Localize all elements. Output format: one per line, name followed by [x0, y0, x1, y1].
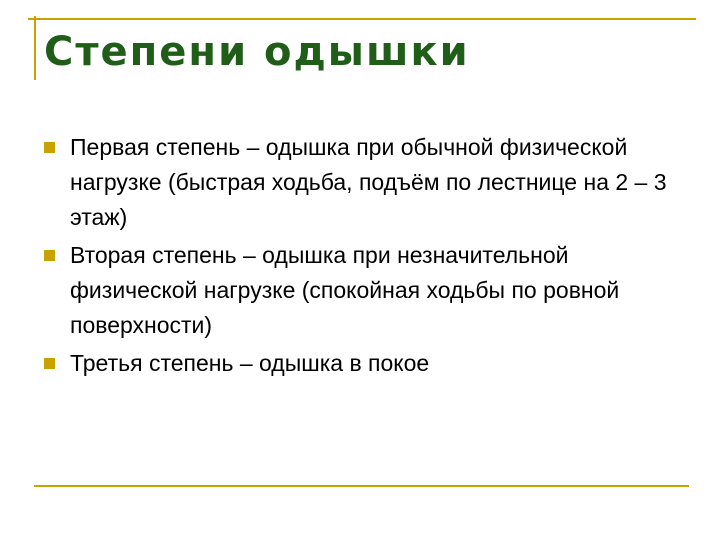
left-rule — [34, 16, 36, 80]
list-item — [44, 238, 684, 343]
square-bullet-icon — [44, 142, 55, 153]
list-item-text: Третья степень – одышка в покое — [70, 350, 430, 376]
list-item — [44, 346, 684, 381]
square-bullet-icon — [44, 358, 55, 369]
top-rule — [28, 18, 696, 20]
list-item-text: Первая степень – одышка при обычной физической нагрузке (быстрая ходьба, подъём по лестнице на 2 – 3 этаж) — [70, 134, 667, 230]
bottom-rule — [34, 485, 689, 487]
square-bullet-icon — [44, 250, 55, 261]
slide-title: Степени одышки — [44, 29, 470, 75]
list-item-text: Вторая степень – одышка при незначительной физической нагрузке (спокойная ходьбы по ровной поверхности) — [70, 242, 620, 338]
bullet-list — [44, 130, 684, 384]
list-item — [44, 130, 684, 235]
